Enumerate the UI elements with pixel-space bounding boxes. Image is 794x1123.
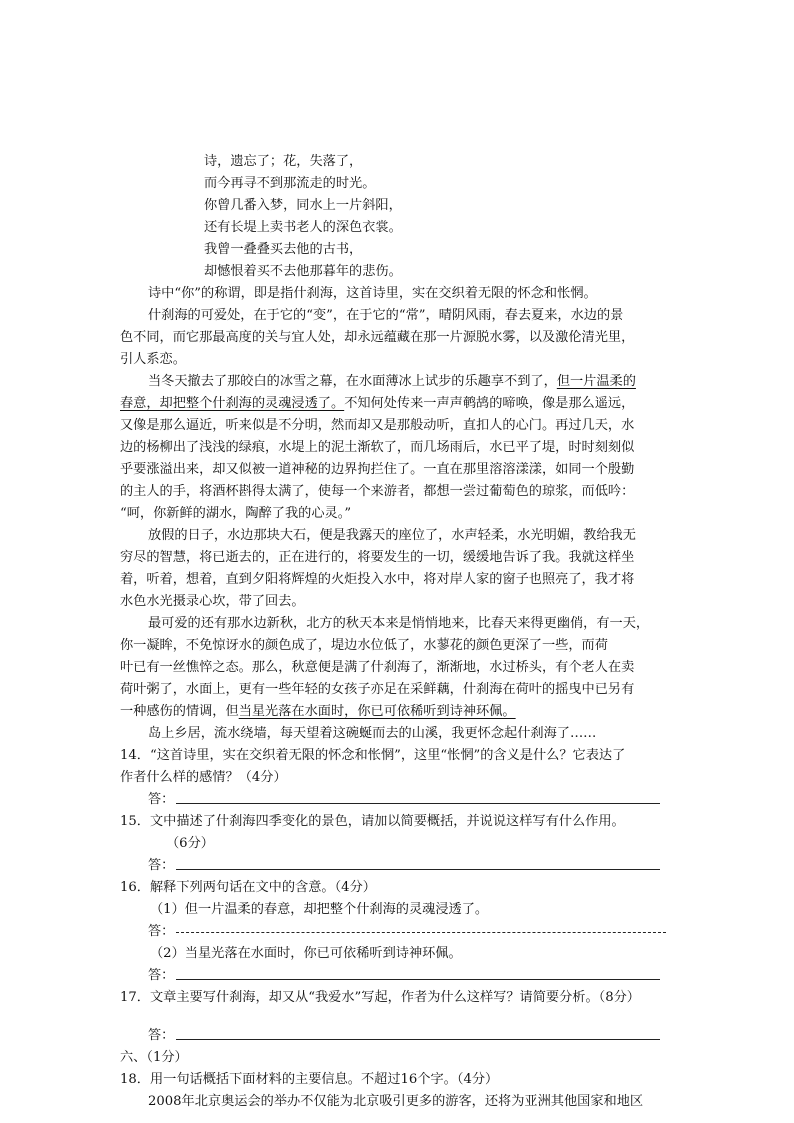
poem-line: 却憾恨着买不去他那暮年的悲伤。 (204, 264, 402, 279)
question-14-cont: 作者什么样的感情？（4分） (120, 770, 287, 785)
question-15: 15．文中描述了什刹海四季变化的景色，请加以简要概括，并说说这样写有什么作用。 (120, 814, 625, 829)
answer-line[interactable] (176, 869, 660, 870)
answer-label: 答： (148, 1028, 175, 1043)
paragraph-line (120, 701, 516, 722)
paragraph-line: 放假的日子，水边那块大石，便是我露天的座位了，水声轻柔，水光明媚，教给我无 (148, 528, 636, 543)
answer-line[interactable] (176, 979, 660, 980)
poem-line: 诗，遗忘了；花，失落了， (204, 154, 363, 169)
question-14: 14．“这首诗里，实在交织着无限的怀念和怅惘”，这里“怅惘”的含义是什么？它表达了 (120, 748, 626, 763)
text-segment: 当冬天撤去了那皎白的冰雪之幕，在水面薄冰上试步的乐趣享不到了， (148, 374, 557, 389)
paragraph-line: 诗中“你”的称谓，即是指什刹海，这首诗里，实在交织着无限的怀念和怅惘。 (148, 286, 597, 301)
answer-label: 答： (148, 858, 175, 873)
paragraph-line (120, 393, 634, 414)
answer-label: 答： (148, 968, 175, 983)
question-17: 17．文章主要写什刹海，却又从“我爱水”写起，作者为什么这样写？请简要分析。（8分） (120, 990, 640, 1005)
paragraph-line: 色不同，而它那最高度的关与宜人处，却永远蕴藏在那一片源脱水雾，以及激伦清光里， (120, 330, 635, 345)
paragraph-line: 荷叶粥了，水面上，更有一些年轻的女孩子亦足在采鲜藕，什刹海在荷叶的摇曳中已另有 (120, 682, 635, 697)
question-18: 18．用一句话概括下面材料的主要信息。不超过16个字。（4分） (120, 1072, 499, 1087)
poem-line: 还有长堤上卖书老人的深色衣裳。 (204, 220, 402, 235)
paragraph-line: “呵，你新鲜的湖水，陶醉了我的心灵。” (120, 506, 352, 521)
paragraph-line: 岛上乡居，流水绕墙，每天望着这碗蜒而去的山溪，我更怀念起什刹海了…… (148, 726, 597, 741)
paragraph-line: 的主人的手，将酒杯斟得太满了，使每一个来游者，都想一尝过葡萄色的琼浆，而低吟： (120, 484, 635, 499)
paragraph-line: 引人系恋。 (120, 352, 186, 367)
text-segment: 一种感伤的情调，但 (120, 704, 239, 719)
paragraph-line: 乎要涨溢出来，却又似被一道神秘的边界拘拦住了。一直在那里溶溶漾漾，如同一个殷勤 (120, 462, 635, 477)
material-text: 2008年北京奥运会的举办不仅能为北京吸引更多的游客，还将为亚洲其他国家和地区 (148, 1094, 644, 1109)
poem-line: 我曾一叠叠买去他的古书， (204, 242, 363, 257)
answer-line[interactable] (176, 932, 666, 933)
question-16: 16．解释下列两句话在文中的含意。（4分） (120, 880, 376, 895)
paragraph-line: 又像是那么逼近，听来似是不分明，然而却又是那般动听，直扣人的心门。再过几天，水 (120, 418, 635, 433)
section-heading: 六、（1分） (120, 1050, 188, 1065)
underlined-sentence: 当星光落在水面时，你已可依稀听到诗神环佩。 (238, 704, 516, 719)
poem-line: 你曾几番入梦，同水上一片斜阳， (204, 198, 402, 213)
answer-label: 答： (148, 792, 175, 807)
question-15-points: （6分） (166, 836, 214, 851)
paragraph-line: 你一凝眸，不免惊讶水的颜色成了，堤边水位低了，水蓼花的颜色更深了一些，而荷 (120, 638, 608, 653)
paragraph-line: 着，听着，想着，直到夕阳将辉煌的火炬投入水中，将对岸人家的窗子也照亮了，我才将 (120, 572, 635, 587)
paragraph-line: 边的杨柳出了浅浅的绿痕，水堤上的泥土渐软了，而几场雨后，水已平了堤，时时刻刻似 (120, 440, 635, 455)
paragraph-line (148, 371, 636, 392)
paragraph-line: 最可爱的还有那水边新秋，北方的秋天本来是悄悄地来，比春天来得更幽俏，有一天， (148, 616, 650, 631)
paragraph-line: 水色水光摄录心坎，带了回去。 (120, 594, 305, 609)
underlined-sentence: 春意，却把整个什刹海的灵魂浸透了。 (120, 396, 345, 411)
paragraph-line: 叶已有一丝憔悴之态。那么，秋意便是满了什刹海了，渐渐地，水过桥头，有个老人在卖 (120, 660, 635, 675)
paragraph-line: 穷尽的智慧，将已逝去的，正在进行的，将要发生的一切，缓缓地告诉了我。我就这样坐 (120, 550, 635, 565)
question-16-item-1: （1）但一片温柔的春意，却把整个什刹海的灵魂浸透了。 (150, 902, 489, 917)
paragraph-line: 什刹海的可爱处，在于它的“变”，在于它的“常”，晴阴风雨，春去夏来，水边的景 (148, 308, 624, 323)
answer-line[interactable] (176, 1039, 660, 1040)
question-16-item-2: （2）当星光落在水面时，你已可依稀听到诗神环佩。 (150, 946, 462, 961)
text-segment: 不知何处传来一声声鹌鸪的啼唤，像是那么遥远， (344, 396, 635, 411)
underlined-sentence: 但一片温柔的 (556, 374, 636, 389)
answer-label: 答： (148, 924, 175, 939)
poem-line: 而今再寻不到那流走的时光。 (204, 176, 376, 191)
answer-line[interactable] (176, 803, 660, 804)
